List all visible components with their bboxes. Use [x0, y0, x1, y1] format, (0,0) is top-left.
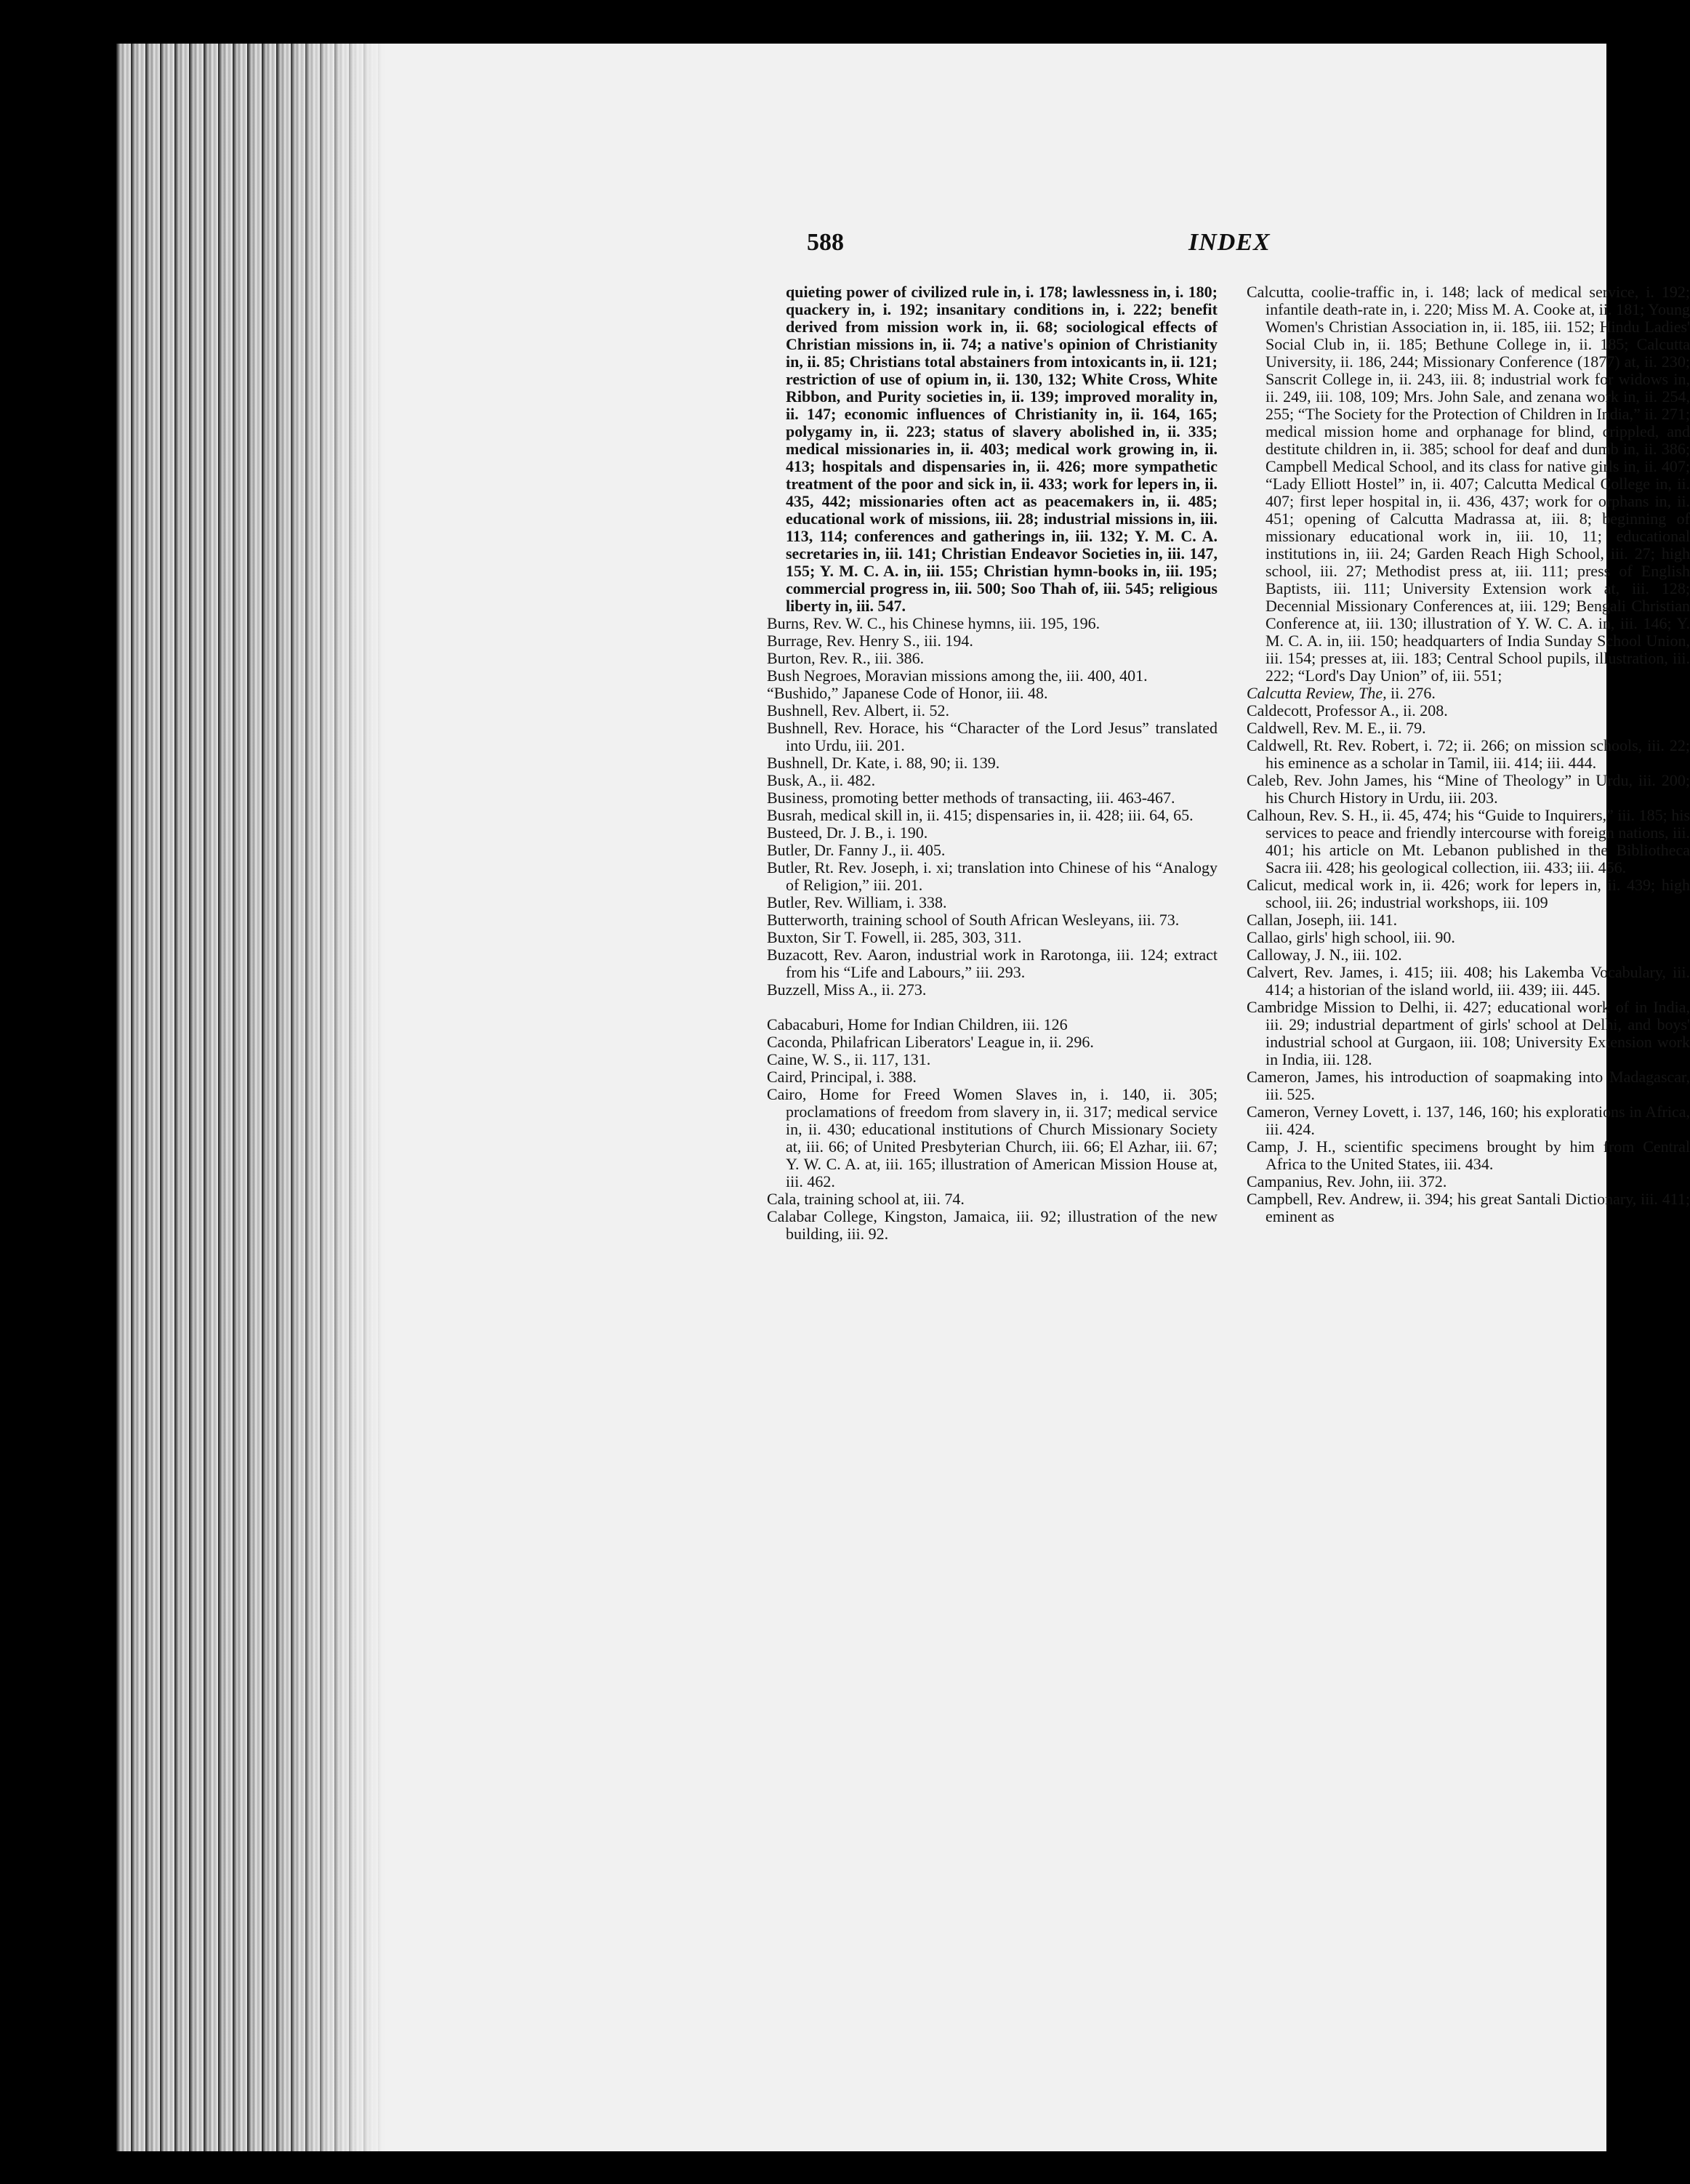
index-entry: Callan, Joseph, iii. 141. [1247, 911, 1398, 929]
index-entry: Cameron, James, his introduction of soapmaking into Madagascar, iii. 525. [1247, 1068, 1690, 1103]
index-column-left [767, 283, 1218, 1243]
index-entry: Busrah, medical skill in, ii. 415; dispensaries in, ii. 428; iii. 64, 65. [767, 806, 1194, 824]
index-entry: Caldwell, Rt. Rev. Robert, i. 72; ii. 266; on mission schools, iii. 22; his eminence as a scholar in Tamil, iii. 414; iii. 444. [1247, 736, 1690, 772]
running-title: INDEX [1188, 229, 1271, 256]
index-entry: quieting power of civilized rule in, i. 178; lawlessness in, i. 180; quackery in, i. 192; insanitary conditions in, i. 222; benefit derived from mission work in, ii. 68; sociological effects of Christian missions in, ii. 74; a native's opinion of Christianity in, ii. 85; Christians total abstainers from intoxicants in, ii. 121; restriction of use of opium in, ii. 130, 132; White Cross, White Ribbon, and Purity societies in, ii. 139; improved morality in, ii. 147; economic influences of Christianity in, ii. 164, 165; polygamy in, ii. 223; status of slavery abolished in, ii. 335; medical missionaries in, ii. 403; medical work growing in, ii. 413; hospitals and dispensaries in, ii. 426; more sympathetic treatment of the poor and sick in, ii. 433; work for lepers in, ii. 435, 442; missionaries often act as peacemakers in, ii. 485; educational work of missions, iii. 28; industrial missions in, iii. 113, 114; conferences and gatherings in, iii. 132; Y. M. C. A. secretaries in, iii. 141; Christian Endeavor Societies in, iii. 147, 155; Y. M. C. A. in, iii. 155; Christian hymn-books in, iii. 195; commercial progress in, iii. 500; Soo Thah of, iii. 545; religious liberty in, iii. 547. [786, 283, 1218, 615]
index-entry: Calicut, medical work in, ii. 426; work for lepers in, ii. 439; high school, iii. 26; industrial workshops, iii. 109 [1247, 876, 1690, 911]
book-page [116, 44, 1690, 2151]
index-entry: Burrage, Rev. Henry S., iii. 194. [767, 632, 973, 650]
index-entry: Bushnell, Rev. Horace, his “Character of the Lord Jesus” translated into Urdu, iii. 201. [767, 719, 1218, 754]
index-entry: Caird, Principal, i. 388. [767, 1068, 917, 1086]
index-entry: Buzzell, Miss A., ii. 273. [767, 980, 927, 999]
index-entry: Calhoun, Rev. S. H., ii. 45, 474; his “Guide to Inquirers,” iii. 185; his services to peace and friendly intercourse with foreign nations, iii. 401; his article on Mt. Lebanon published in the Bibliotheca Sacra iii. 428; his geological collection, iii. 433; iii. 456. [1247, 806, 1690, 877]
index-entry: Butterworth, training school of South African Wesleyans, iii. 73. [767, 911, 1180, 929]
index-entry: Caleb, Rev. John James, his “Mine of Theology” in Urdu, iii. 200; his Church History in Urdu, iii. 203. [1247, 771, 1690, 807]
index-entry: Calabar College, Kingston, Jamaica, iii. 92; illustration of the new building, iii. 92. [767, 1207, 1218, 1243]
index-entry: Bushnell, Dr. Kate, i. 88, 90; ii. 139. [767, 754, 1000, 772]
page-header [116, 229, 1606, 273]
index-entry: Cala, training school at, iii. 74. [767, 1190, 965, 1208]
index-entry: Caldwell, Rev. M. E., ii. 79. [1247, 719, 1426, 737]
index-entry: Buxton, Sir T. Fowell, ii. 285, 303, 311. [767, 928, 1022, 946]
index-entry: Bush Negroes, Moravian missions among the, iii. 400, 401. [767, 666, 1148, 685]
index-entry: Caldecott, Professor A., ii. 208. [1247, 701, 1448, 720]
index-entry: Burton, Rev. R., iii. 386. [767, 649, 925, 667]
index-entry: Busteed, Dr. J. B., i. 190. [767, 823, 928, 842]
page-edge-shadow [116, 44, 385, 2151]
index-entry: Burns, Rev. W. C., his Chinese hymns, iii. 195, 196. [767, 614, 1100, 632]
index-entry: Business, promoting better methods of transacting, iii. 463-467. [767, 789, 1175, 807]
index-entry: Calloway, J. N., iii. 102. [1247, 946, 1402, 964]
index-entry: “Bushido,” Japanese Code of Honor, iii. 48. [767, 684, 1048, 702]
index-entry: Cameron, Verney Lovett, i. 137, 146, 160; his explorations in Africa, iii. 424. [1247, 1103, 1690, 1138]
section-gap [767, 999, 1218, 1016]
index-entry: Buzacott, Rev. Aaron, industrial work in Rarotonga, iii. 124; extract from his “Life and Labours,” iii. 293. [767, 946, 1218, 981]
index-entry: Calcutta, coolie-traffic in, i. 148; lack of medical service, i. 192; infantile death-rate in, i. 220; Miss M. A. Cooke at, ii. 181; Young Women's Christian Association in, ii. 185, iii. 152; Hindu Ladies' Social Club in, ii. 185; Bethune College in, ii. 185; Calcutta University, ii. 186, 244; Missionary Conference (1877) at, ii. 230; Sanscrit College in, ii. 243, iii. 8; industrial work for widows in, ii. 249, iii. 108, 109; Mrs. John Sale, and zenana work in, ii. 254, 255; “The Society for the Protection of Children in India,” ii. 271; medical mission home and orphanage for blind, crippled, and destitute children in, ii. 385; school for deaf and dumb in, ii. 386; Campbell Medical School, and its class for native girls in, ii. 407; “Lady Elliott Hostel” in, ii. 407; Calcutta Medical College in, ii. 407; first leper hospital in, ii. 436, 437; work for orphans in, ii. 451; opening of Calcutta Madrassa at, iii. 8; beginning of missionary educational work in, iii. 10, 11; educational institutions in, iii. 24; Garden Reach High School, iii. 27; high school, iii. 27; Methodist press at, iii. 111; press of English Baptists, iii. 111; University Extension work at, iii. 128; Decennial Missionary Conferences at, iii. 129; Bengali Christian Conference at, iii. 130; illustration of Y. W. C. A. in, iii. 146; Y. M. C. A. in, iii. 150; headquarters of India Sunday School Union, iii. 154; presses at, iii. 183; Central School pupils, illustration, iii. 222; “Lord's Day Union” of, iii. 551; [1247, 283, 1690, 685]
index-entry: Calcutta Review, The, ii. 276. [1247, 684, 1436, 702]
index-entry: Busk, A., ii. 482. [767, 771, 876, 789]
index-entry: Camp, J. H., scientific specimens brought by him from Central Africa to the United States, iii. 434. [1247, 1137, 1690, 1173]
index-entry: Campbell, Rev. Andrew, ii. 394; his great Santali Dictionary, iii. 411; eminent as [1247, 1190, 1690, 1225]
index-entry: Calvert, Rev. James, i. 415; iii. 408; his Lakemba Vocabulary, iii. 414; a historian of the island world, iii. 439; iii. 445. [1247, 963, 1690, 999]
index-entry: Butler, Rt. Rev. Joseph, i. xi; translation into Chinese of his “Analogy of Religion,” iii. 201. [767, 858, 1218, 894]
index-entry: Caine, W. S., ii. 117, 131. [767, 1050, 931, 1068]
index-column-right [1247, 283, 1690, 1225]
index-entry: Caconda, Philafrican Liberators' League in, ii. 296. [767, 1033, 1094, 1051]
page-number: 588 [807, 229, 844, 256]
index-entry: Bushnell, Rev. Albert, ii. 52. [767, 701, 949, 720]
index-entry: Campanius, Rev. John, iii. 372. [1247, 1172, 1447, 1190]
index-entry: Callao, girls' high school, iii. 90. [1247, 928, 1455, 946]
index-entry: Cabacaburi, Home for Indian Children, iii. 126 [767, 1015, 1068, 1033]
index-entry: Cairo, Home for Freed Women Slaves in, i. 140, ii. 305; proclamations of freedom from slavery in, ii. 317; medical service in, ii. 430; educational institutions of Church Missionary Society at, iii. 66; of United Presbyterian Church, iii. 66; El Azhar, iii. 67; Y. W. C. A. at, iii. 165; illustration of American Mission House at, iii. 462. [767, 1085, 1218, 1190]
index-entry: Butler, Dr. Fanny J., ii. 405. [767, 841, 946, 859]
index-entry: Cambridge Mission to Delhi, ii. 427; educational work of in India, iii. 29; industrial department of girls' school at Delhi, and boys' industrial school at Gurgaon, iii. 108; University Extension work in India, iii. 128. [1247, 998, 1690, 1068]
index-entry: Butler, Rev. William, i. 338. [767, 893, 947, 911]
